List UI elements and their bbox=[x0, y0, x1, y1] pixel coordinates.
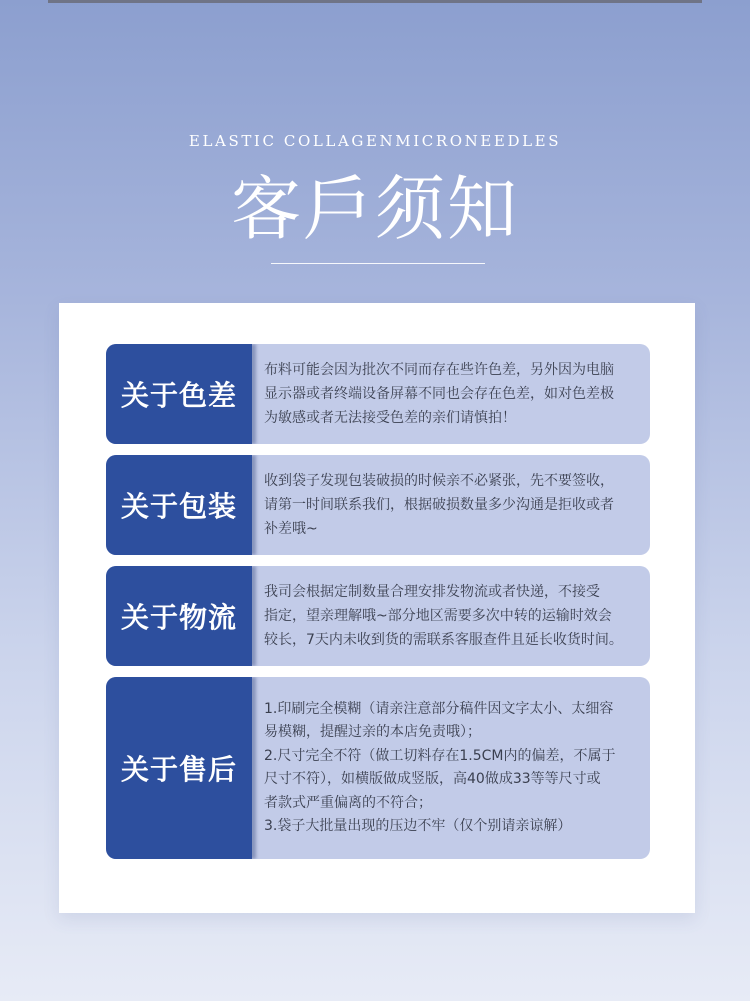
notice-line: 布料可能会因为批次不同而存在些许色差，另外因为电脑 bbox=[264, 362, 614, 378]
notice-card-logistics bbox=[106, 566, 650, 666]
notice-label: 关于包装 bbox=[106, 455, 252, 555]
notice-card-packaging bbox=[106, 455, 650, 555]
notice-line: 显示器或者终端设备屏幕不同也会存在色差，如对色差极 bbox=[264, 386, 614, 402]
header-subtitle: ELASTIC COLLAGENMICRONEEDLES bbox=[188, 132, 562, 150]
notice-text bbox=[252, 455, 650, 555]
page-title: 客戶须知 bbox=[231, 168, 519, 250]
notice-line: 尺寸不符），如横版做成竖版，高40做成33等等尺寸或 bbox=[264, 771, 601, 787]
notice-text bbox=[252, 344, 650, 444]
notice-line: 易模糊，提醒过亲的本店免责哦）； bbox=[264, 724, 481, 740]
notice-card-after-sales bbox=[106, 677, 650, 859]
notice-line: 我司会根据定制数量合理安排发物流或者快递，不接受 bbox=[264, 584, 600, 600]
notice-line: 请第一时间联系我们，根据破损数量多少沟通是拒收或者 bbox=[264, 497, 614, 513]
notice-line: 1.印刷完全模糊（请亲注意部分稿件因文字太小、太细容 bbox=[264, 700, 614, 717]
notice-label: 关于色差 bbox=[106, 344, 252, 444]
title-underline bbox=[271, 263, 485, 264]
notice-line: 较长，7天内未收到货的需联系客服查件且延长收货时间。 bbox=[264, 632, 623, 648]
notice-label: 关于售后 bbox=[106, 677, 252, 859]
notice-line: 收到袋子发现包装破损的时候亲不必紧张，先不要签收， bbox=[264, 473, 614, 489]
top-divider-strip bbox=[48, 0, 702, 3]
notice-line: 为敏感或者无法接受色差的亲们请慎拍！ bbox=[264, 410, 516, 426]
notice-line: 3.袋子大批量出现的压边不牢（仅个别请亲谅解） bbox=[264, 818, 572, 834]
notice-line: 补差哦~ bbox=[264, 521, 318, 537]
notice-line: 指定，望亲理解哦~部分地区需要多次中转的运输时效会 bbox=[264, 608, 612, 624]
notice-line: 2.尺寸完全不符（做工切料存在1.5CM内的偏差，不属于 bbox=[264, 747, 616, 764]
notice-text bbox=[252, 566, 650, 666]
notice-card-color-difference bbox=[106, 344, 650, 444]
notice-text bbox=[252, 677, 650, 859]
notice-label: 关于物流 bbox=[106, 566, 252, 666]
notice-line: 者款式严重偏离的不符合； bbox=[264, 794, 432, 811]
